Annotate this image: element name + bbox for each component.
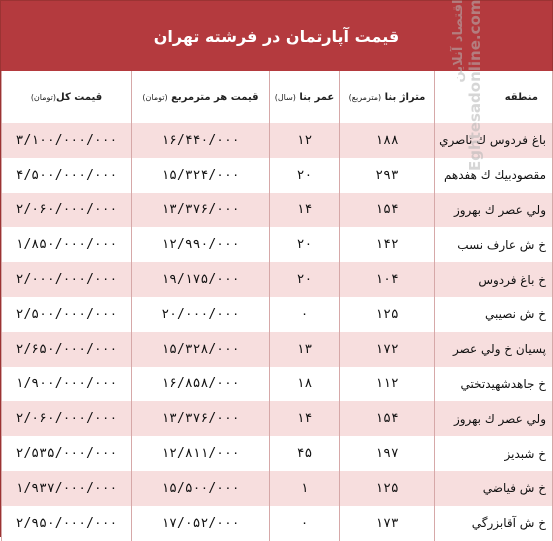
total-price-cell: ۲/۹۵۰/۰۰۰/۰۰۰ xyxy=(2,506,132,541)
region-cell: ولي عصر ك بهروز xyxy=(435,401,553,436)
age-cell: ۱ xyxy=(270,471,340,506)
age-cell: ۱۴ xyxy=(270,401,340,436)
price-per-m2-cell: ۱۳/۳۷۶/۰۰۰ xyxy=(132,193,270,228)
region-cell: خ ش عارف نسب xyxy=(435,227,553,262)
area-cell: ۲۹۳ xyxy=(340,158,435,193)
age-cell: ۰ xyxy=(270,506,340,541)
total-price-cell: ۲/۰۶۰/۰۰۰/۰۰۰ xyxy=(2,401,132,436)
table-row xyxy=(2,506,553,541)
region-cell: خ ش آقابزرگي xyxy=(435,506,553,541)
table-body xyxy=(2,123,553,541)
age-cell: ۰ xyxy=(270,297,340,332)
region-cell: ولي عصر ك بهروز xyxy=(435,193,553,228)
table-row xyxy=(2,193,553,228)
total-price-cell: ۲/۵۳۵/۰۰۰/۰۰۰ xyxy=(2,436,132,471)
region-cell: پسيان خ ولي عصر xyxy=(435,332,553,367)
region-cell: خ باغ فردوس xyxy=(435,262,553,297)
header-region: منطقه xyxy=(435,71,553,123)
table-row xyxy=(2,332,553,367)
area-cell: ۱۹۷ xyxy=(340,436,435,471)
area-cell: ۱۰۴ xyxy=(340,262,435,297)
area-cell: ۱۷۳ xyxy=(340,506,435,541)
area-cell: ۱۷۲ xyxy=(340,332,435,367)
total-price-cell: ۱/۹۰۰/۰۰۰/۰۰۰ xyxy=(2,367,132,402)
area-cell: ۱۱۲ xyxy=(340,367,435,402)
area-cell: ۱۲۵ xyxy=(340,471,435,506)
apartment-price-table xyxy=(1,71,553,541)
total-price-cell: ۱/۹۳۷/۰۰۰/۰۰۰ xyxy=(2,471,132,506)
total-price-cell: ۲/۰۶۰/۰۰۰/۰۰۰ xyxy=(2,193,132,228)
price-per-m2-cell: ۱۹/۱۷۵/۰۰۰ xyxy=(132,262,270,297)
header-price-per-m2: قیمت هر مترمربع (تومان) xyxy=(132,71,270,123)
region-cell: مقصودبيك ك هفدهم xyxy=(435,158,553,193)
header-age: عمر بنا (سال) xyxy=(270,71,340,123)
total-price-cell: ۱/۸۵۰/۰۰۰/۰۰۰ xyxy=(2,227,132,262)
age-cell: ۱۴ xyxy=(270,193,340,228)
table-row xyxy=(2,227,553,262)
age-cell: ۱۳ xyxy=(270,332,340,367)
total-price-cell: ۲/۶۵۰/۰۰۰/۰۰۰ xyxy=(2,332,132,367)
region-cell: خ شبديز xyxy=(435,436,553,471)
total-price-cell: ۳/۱۰۰/۰۰۰/۰۰۰ xyxy=(2,123,132,158)
price-per-m2-cell: ۱۳/۳۷۶/۰۰۰ xyxy=(132,401,270,436)
table-row xyxy=(2,471,553,506)
table-row xyxy=(2,401,553,436)
age-cell: ۴۵ xyxy=(270,436,340,471)
total-price-cell: ۲/۵۰۰/۰۰۰/۰۰۰ xyxy=(2,297,132,332)
area-cell: ۱۴۲ xyxy=(340,227,435,262)
table-row xyxy=(2,158,553,193)
area-cell: ۱۵۴ xyxy=(340,193,435,228)
total-price-cell: ۴/۵۰۰/۰۰۰/۰۰۰ xyxy=(2,158,132,193)
age-cell: ۲۰ xyxy=(270,158,340,193)
age-cell: ۱۲ xyxy=(270,123,340,158)
price-per-m2-cell: ۱۵/۳۲۴/۰۰۰ xyxy=(132,158,270,193)
price-per-m2-cell: ۱۶/۴۴۰/۰۰۰ xyxy=(132,123,270,158)
table-header-row xyxy=(2,71,553,123)
area-cell: ۱۲۵ xyxy=(340,297,435,332)
watermark-fa: اقتصاد آنلاین xyxy=(451,0,466,83)
area-cell: ۱۸۸ xyxy=(340,123,435,158)
price-per-m2-cell: ۱۵/۳۲۸/۰۰۰ xyxy=(132,332,270,367)
total-price-cell: ۲/۰۰۰/۰۰۰/۰۰۰ xyxy=(2,262,132,297)
age-cell: ۲۰ xyxy=(270,262,340,297)
table-row xyxy=(2,367,553,402)
title-text: قیمت آپارتمان در فرشته تهران xyxy=(153,26,400,46)
table-row xyxy=(2,123,553,158)
price-per-m2-cell: ۱۵/۵۰۰/۰۰۰ xyxy=(132,471,270,506)
price-per-m2-cell: ۱۶/۸۵۸/۰۰۰ xyxy=(132,367,270,402)
price-per-m2-cell: ۱۷/۰۵۲/۰۰۰ xyxy=(132,506,270,541)
table-row xyxy=(2,262,553,297)
table-title xyxy=(1,1,552,71)
region-cell: خ جاهدشهيدتختي xyxy=(435,367,553,402)
header-area: متراژ بنا (مترمربع) xyxy=(340,71,435,123)
price-per-m2-cell: ۱۲/۹۹۰/۰۰۰ xyxy=(132,227,270,262)
watermark-en: Eghtesadonline.com xyxy=(466,0,484,171)
age-cell: ۱۸ xyxy=(270,367,340,402)
price-per-m2-cell: ۱۲/۸۱۱/۰۰۰ xyxy=(132,436,270,471)
header-total-price: قیمت کل(تومان) xyxy=(2,71,132,123)
age-cell: ۲۰ xyxy=(270,227,340,262)
region-cell: خ ش فياضي xyxy=(435,471,553,506)
table-row xyxy=(2,436,553,471)
region-cell: باغ فردوس ك ناصري xyxy=(435,123,553,158)
table-row xyxy=(2,297,553,332)
price-per-m2-cell: ۲۰/۰۰۰/۰۰۰ xyxy=(132,297,270,332)
region-cell: خ ش نصيبي xyxy=(435,297,553,332)
area-cell: ۱۵۴ xyxy=(340,401,435,436)
